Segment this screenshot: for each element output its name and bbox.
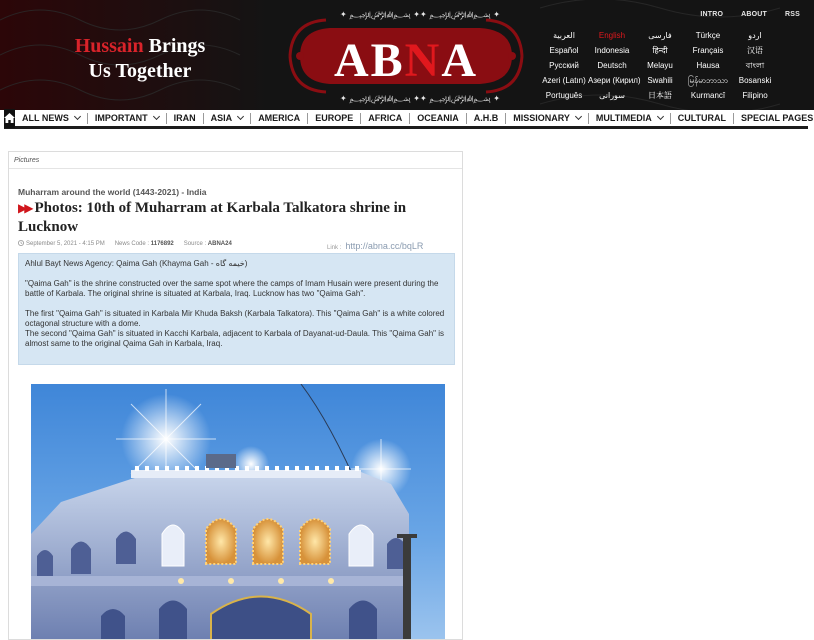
article-meta: [18, 240, 232, 247]
language-selector: [540, 30, 778, 101]
article-kicker: Muharram around the world (1443-2021) - India: [18, 187, 207, 197]
logo-part-n: N: [404, 34, 442, 87]
nav-item-iran[interactable]: [167, 113, 204, 124]
article-card: [8, 151, 463, 640]
nav-item-label: MISSIONARY: [513, 112, 570, 123]
nav-item-label: IMPORTANT: [94, 112, 148, 123]
home-button[interactable]: [4, 109, 15, 128]
language-option[interactable]: Bosanski: [738, 76, 772, 85]
language-option[interactable]: Азери (Кирил): [588, 76, 641, 85]
chevron-down-icon: [237, 113, 244, 120]
calligraphy-bottom-left: ✦ ﷽ ✦: [340, 94, 420, 103]
language-option[interactable]: Português: [545, 91, 583, 100]
article-date: September 5, 2021 - 4:15 PM: [26, 241, 105, 247]
nav-item-label: AFRICA: [368, 112, 403, 123]
nav-item-africa[interactable]: [361, 113, 410, 124]
slogan-word-brings: Brings: [148, 35, 206, 57]
short-link: [327, 241, 423, 251]
lead-paragraph: "Qaima Gah" is the shrine constructed over the same spot where the camps of Imam Husain were present during the battle of Karbala. The original shrine is situated at Karbala, Iraq. Lucknow has two "Qaima Gah".: [25, 279, 439, 298]
news-code-value: 1176892: [150, 240, 174, 247]
source-value: ABNA24: [207, 240, 232, 247]
language-option[interactable]: Türkçe: [695, 31, 721, 40]
language-option[interactable]: Hausa: [696, 61, 720, 70]
nav-item-cultural[interactable]: [671, 113, 734, 124]
logo-part-a: A: [441, 34, 479, 87]
about-link[interactable]: ABOUT: [741, 11, 767, 18]
source-label: Source :: [183, 240, 208, 247]
chevron-down-icon: [657, 113, 664, 120]
chevron-down-icon: [74, 113, 81, 120]
language-option[interactable]: English: [598, 31, 626, 40]
language-option[interactable]: العربية: [553, 31, 575, 40]
shrine-photo: [31, 384, 445, 640]
abna-logo[interactable]: [282, 5, 530, 107]
date-item: [18, 240, 105, 247]
title-arrows-icon: ▶▶: [18, 201, 31, 215]
intro-link[interactable]: INTRO: [700, 11, 724, 18]
language-option[interactable]: Melayu: [647, 61, 673, 70]
site-header: [0, 0, 814, 110]
nav-item-label: AMERICA: [258, 112, 301, 123]
home-icon: [4, 113, 15, 123]
nav-item-asia[interactable]: [204, 113, 252, 124]
nav-item-label: IRAN: [173, 112, 196, 123]
language-option[interactable]: हिन्दी: [652, 46, 668, 55]
section-divider: [9, 168, 463, 169]
nav-item-oceania[interactable]: [410, 113, 467, 124]
top-links: [682, 11, 800, 18]
section-label[interactable]: Pictures: [14, 157, 40, 164]
short-link-label: Link :: [327, 245, 342, 251]
chevron-down-icon: [153, 113, 160, 120]
language-option[interactable]: Swahili: [647, 76, 673, 85]
lead-paragraph: The second "Qaima Gah" is situated in Kacchi Karbala, adjacent to Karbala of Dayanat-ud-Daula. This "Qaima Gah" is almost same to the original Qaima Gah in Karbala, Iraq.: [25, 329, 444, 348]
language-option[interactable]: Deutsch: [597, 61, 627, 70]
calligraphy-top-left: ✦ ﷽ ✦: [340, 10, 420, 19]
main-nav: [4, 110, 814, 129]
article-title: [18, 199, 448, 237]
chevron-down-icon: [575, 113, 582, 120]
clock-icon: [18, 240, 24, 246]
nav-item-label: CULTURAL: [677, 112, 727, 123]
language-option[interactable]: Azeri (Latın): [542, 76, 586, 85]
language-option[interactable]: Kurmancî: [690, 91, 726, 100]
nav-item-europe[interactable]: [308, 113, 361, 124]
calligraphy-bottom-right: ✦ ﷽ ✦: [420, 94, 500, 103]
language-option[interactable]: اردو: [748, 31, 762, 40]
news-code: [115, 241, 174, 247]
nav-item-missionary[interactable]: [506, 113, 589, 124]
nav-item-label: ALL NEWS: [22, 112, 69, 123]
rss-link[interactable]: RSS: [785, 11, 800, 18]
slogan-word-hussain: Hussain: [74, 35, 144, 57]
news-code-label: News Code :: [114, 240, 151, 247]
language-option[interactable]: Filipino: [742, 91, 768, 100]
article-lead: [18, 253, 455, 365]
nav-item-label: SPECIAL PAGES: [741, 112, 814, 123]
nav-item-label: MULTIMEDIA: [595, 112, 652, 123]
language-option[interactable]: 日本語: [648, 91, 672, 100]
nav-item-special-pages[interactable]: [734, 113, 814, 124]
language-option[interactable]: فارسی: [648, 31, 672, 40]
logo-part-ab: AB: [333, 34, 405, 87]
language-option[interactable]: سورانی: [599, 91, 625, 100]
nav-item-label: OCEANIA: [417, 112, 459, 123]
nav-item-america[interactable]: [251, 113, 308, 124]
short-link-url[interactable]: http://abna.cc/bqLR: [345, 241, 424, 251]
nav-item-multimedia[interactable]: [589, 113, 671, 124]
article-source: [184, 241, 232, 247]
lead-paragraph: The first "Qaima Gah" is situated in Karbala Mir Khuda Baksh (Karbala Talkatora). This "Qaima Gah" is a white colored octagonal structure with a dome.: [25, 309, 445, 328]
lead-paragraph: Ahlul Bayt News Agency: Qaima Gah (Khayma Gah - خیمه گاه): [25, 259, 248, 268]
nav-item-all-news[interactable]: [15, 113, 88, 124]
article-title-text: Photos: 10th of Muharram at Karbala Talkatora shrine in Lucknow: [18, 200, 407, 235]
nav-item-important[interactable]: [88, 113, 167, 124]
language-option[interactable]: Français: [692, 46, 724, 55]
language-option[interactable]: Русский: [549, 61, 579, 70]
slogan: [60, 34, 220, 84]
nav-item-label: ASIA: [210, 112, 233, 123]
slogan-line2: Us Together: [88, 60, 192, 82]
language-option[interactable]: Indonesia: [594, 46, 630, 55]
nav-item-a-h-b[interactable]: [467, 113, 507, 124]
logo-text: [282, 33, 530, 89]
language-option[interactable]: မြန်မာဘာသာ: [688, 76, 728, 85]
calligraphy-top-right: ✦ ﷽ ✦: [420, 10, 500, 19]
nav-item-label: EUROPE: [315, 112, 354, 123]
nav-item-label: A.H.B: [473, 112, 499, 123]
article-photo[interactable]: [31, 384, 445, 640]
language-option[interactable]: 汉语: [747, 46, 763, 55]
language-option[interactable]: বাংলা: [745, 61, 765, 70]
language-option[interactable]: Español: [549, 46, 579, 55]
